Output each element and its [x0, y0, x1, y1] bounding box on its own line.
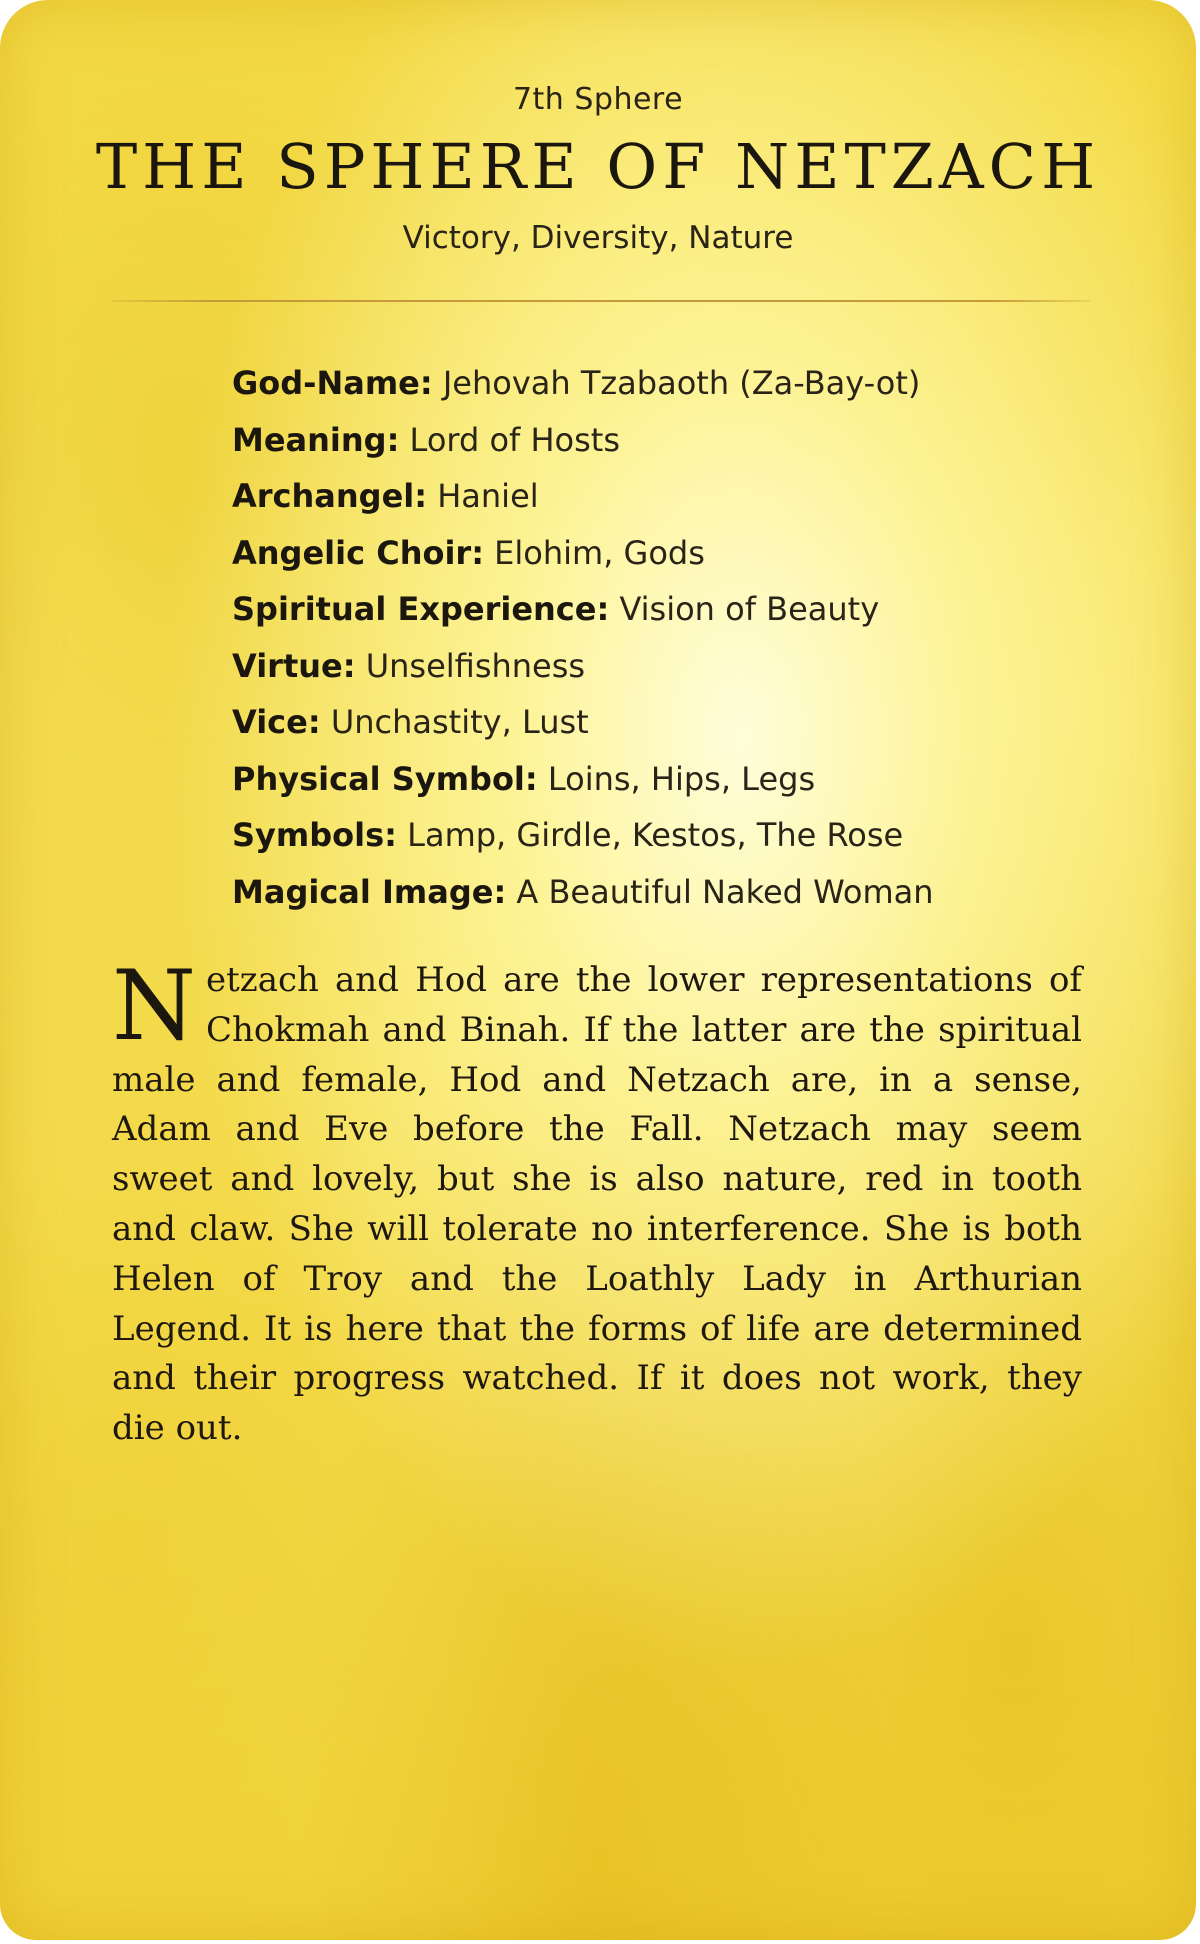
- attribute-symbols: [232, 814, 1132, 871]
- attribute-virtue: [232, 645, 1132, 702]
- attribute-value: Unselfishness: [365, 646, 586, 685]
- attribute-label: Angelic Choir:: [232, 533, 484, 572]
- attribute-label: Physical Symbol:: [232, 759, 538, 798]
- card-title: THE SPHERE OF NETZACH: [95, 130, 1101, 203]
- attribute-meaning: [232, 419, 1132, 476]
- attribute-value: Elohim, Gods: [494, 533, 705, 572]
- description-paragraph: [112, 950, 1082, 1454]
- attribute-label: Spiritual Experience:: [232, 590, 610, 628]
- attribute-angelic-choir: [232, 532, 1132, 589]
- attribute-label: God-Name:: [232, 364, 433, 402]
- attribute-value: Haniel: [437, 477, 539, 515]
- attribute-value: Vision of Beauty: [619, 590, 880, 628]
- attribute-label: Vice:: [232, 703, 321, 741]
- attribute-value: Lamp, Girdle, Kestos, The Rose: [407, 816, 904, 854]
- drop-cap: N: [112, 950, 196, 1062]
- attribute-value: A Beautiful Naked Woman: [516, 872, 934, 911]
- attribute-physical-symbol: [232, 758, 1132, 815]
- sphere-number: 7th Sphere: [512, 82, 684, 117]
- attribute-list: [232, 362, 1132, 927]
- attribute-god-name: [232, 362, 1132, 419]
- attribute-value: Jehovah Tzabaoth (Za-Bay-ot): [442, 364, 921, 402]
- attribute-label: Magical Image:: [232, 872, 507, 911]
- attribute-archangel: [232, 475, 1132, 532]
- card-subtitle: Victory, Diversity, Nature: [402, 220, 794, 256]
- attribute-magical-image: [232, 871, 1132, 928]
- attribute-value: Loins, Hips, Legs: [547, 759, 816, 798]
- attribute-value: Unchastity, Lust: [330, 703, 589, 741]
- attribute-label: Symbols:: [232, 816, 397, 854]
- attribute-label: Archangel:: [232, 477, 428, 515]
- attribute-vice: [232, 701, 1132, 758]
- attribute-label: Virtue:: [232, 646, 356, 685]
- description-text: etzach and Hod are the lower representations of Chokmah and Binah. If the latter are the spiritual male and female, Hod and Netzach are, in a sense, Adam and Eve before the Fall. Netzach may seem sweet and lovely, but she is also nature, red in tooth and claw. She will tolerate no interference. She is both Helen of Troy and the Loathly Lady in Arthurian Legend. It is here that the forms of life are determined and their progress watched. If it does not work, they die out.: [112, 960, 1082, 1449]
- attribute-spiritual-experience: [232, 588, 1132, 645]
- divider-rule: [112, 300, 1090, 302]
- attribute-value: Lord of Hosts: [409, 420, 621, 459]
- attribute-label: Meaning:: [232, 420, 400, 459]
